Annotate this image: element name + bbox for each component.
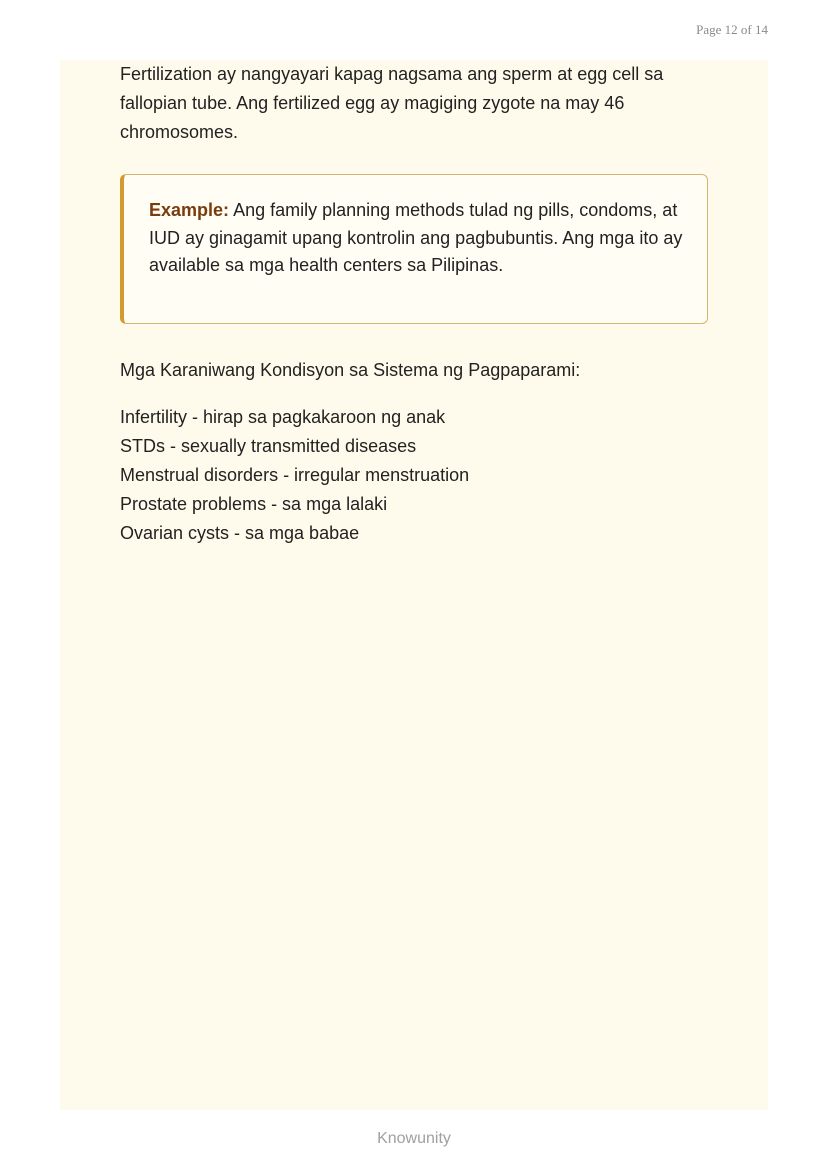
page-content: [60, 60, 768, 1110]
page-number: Page 12 of 14: [696, 22, 768, 37]
conditions-list: [120, 403, 469, 548]
list-item: Ovarian cysts - sa mga babae: [120, 523, 360, 543]
example-callout: [120, 174, 708, 324]
list-item: STDs - sexually transmitted diseases: [120, 436, 417, 456]
list-item: Prostate problems - sa mga lalaki: [120, 494, 388, 514]
footer-brand: Knowunity: [377, 1130, 451, 1147]
intro-paragraph: Fertilization ay nangyayari kapag nagsama ang sperm at egg cell sa fallopian tube. Ang fertilized egg ay magiging zygote na may 46 chromosomes.: [120, 64, 664, 142]
list-item: Infertility - hirap sa pagkakaroon ng anak: [120, 407, 446, 427]
example-text: Ang family planning methods tulad ng pills, condoms, at IUD ay ginagamit upang kontrolin ang pagbubuntis. Ang mga ito ay available sa mga health centers sa Pilipinas.: [149, 200, 683, 275]
conditions-heading: Mga Karaniwang Kondisyon sa Sistema ng Pagpaparami:: [120, 360, 581, 380]
list-item: Menstrual disorders - irregular menstruation: [120, 465, 470, 485]
example-label: Example:: [149, 200, 230, 220]
